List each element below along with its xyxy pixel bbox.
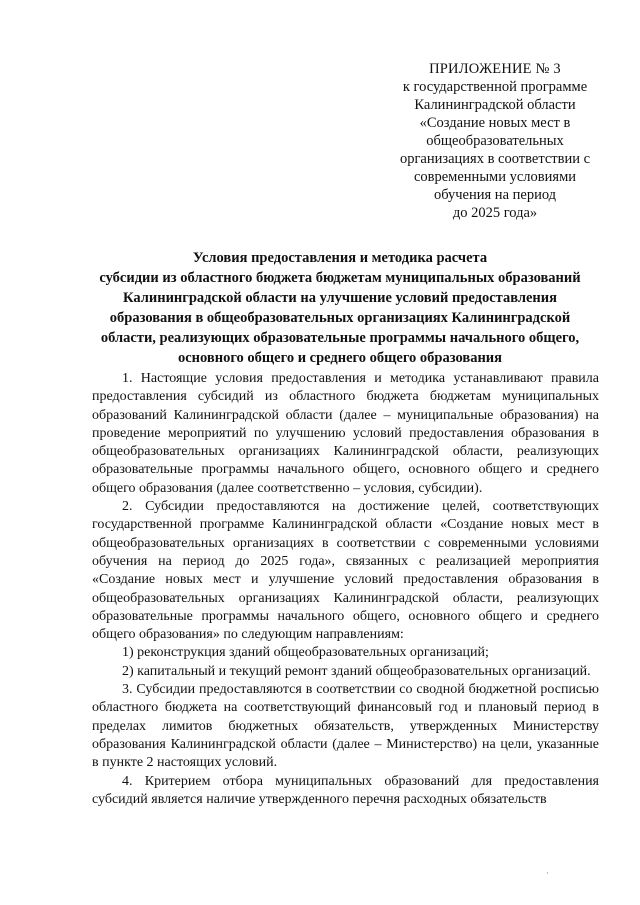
document-title: [70, 248, 610, 368]
paragraph-1: 1. Настоящие условия предоставления и методика устанавливают правила предоставления субсидий из областного бюджета бюджетам муниципальных образований Калининградской области (далее – муниципальные образования) на проведение мероприятий по улучшению условий предоставления образования в общеобразовательных организациях Калининградской области, реализующих образовательные программы начального общего, основного общего и среднего общего образования (далее соответственно – условия, субсидии).: [92, 371, 599, 496]
paragraph-4: 4. Критерием отбора муниципальных образований для предоставления субсидий является наличие утвержденного перечня расходных обязательств: [92, 773, 599, 807]
title-line: Условия предоставления и методика расчета: [192, 250, 488, 266]
page-mark: ·: [546, 868, 549, 878]
appendix-line: Калининградской области: [414, 97, 576, 113]
paragraph-2: 2. Субсидии предоставляются на достижение целей, соответствующих государственной программе Калининградской области «Создание новых мест в общеобразовательных организациях в соответствии с современными условиями обучения на период до 2025 года», связанных с реализацией мероприятия «Создание новых мест и улучшение условий предоставления образования в общеобразовательных организациях Калининградской области, реализующих образовательные программы начального общего, основного общего и среднего общего образования» по следующим направлениям:: [92, 499, 599, 643]
list-item-2: 2) капитальный и текущий ремонт зданий общеобразовательных организаций.: [122, 663, 591, 679]
appendix-line: обучения на период: [433, 187, 557, 203]
appendix-line: к государственной программе: [402, 79, 588, 95]
paragraph-3: 3. Субсидии предоставляются в соответствии со сводной бюджетной росписью областного бюджета на соответствующий финансовый год и плановый период в пределах лимитов бюджетных обязательств, утвержденных Министерству образования Калининградской области (далее – Министерство) на цели, указанные в пункте 2 настоящих условий.: [92, 682, 599, 771]
title-line: Калининградской области на улучшение условий предоставления: [123, 290, 557, 306]
title-line: области, реализующих образовательные программы начального общего,: [100, 330, 580, 346]
title-line: основного общего и среднего общего образования: [177, 350, 503, 366]
appendix-line: общеобразовательных: [426, 133, 564, 149]
title-line: образования в общеобразовательных организациях Калининградской: [109, 310, 571, 326]
document-body: [92, 370, 599, 809]
appendix-line: «Создание новых мест в: [419, 115, 571, 131]
appendix-line: современными условиями: [413, 169, 577, 185]
appendix-block: [385, 60, 605, 222]
list-item-1: 1) реконструкция зданий общеобразовательных организаций;: [122, 645, 489, 661]
title-line: субсидии из областного бюджета бюджетам муниципальных образований: [99, 270, 581, 286]
appendix-line: организациях в соответствии с: [399, 151, 591, 167]
appendix-line: до 2025 года»: [452, 205, 538, 221]
appendix-title: ПРИЛОЖЕНИЕ № 3: [429, 61, 561, 77]
